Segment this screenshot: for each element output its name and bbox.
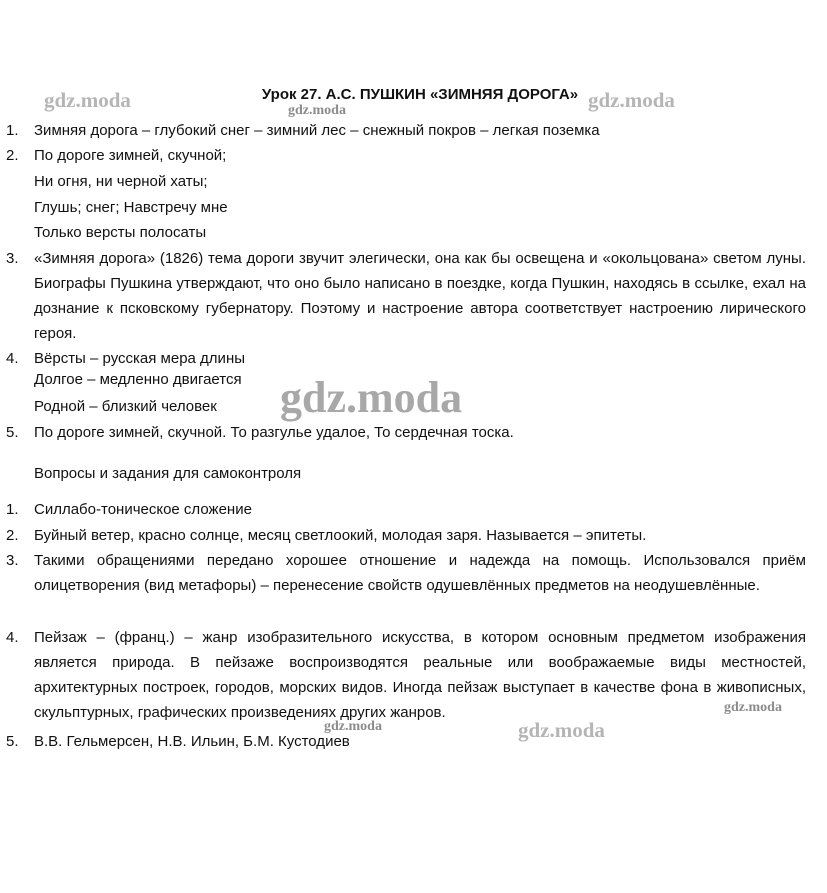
watermark: gdz.moda (44, 88, 131, 112)
item-number: 2. (6, 147, 19, 164)
item-number: 1. (6, 122, 19, 139)
poem-line: Глушь; снег; Навстречу мне (34, 199, 228, 216)
definition-line: Вёрсты – русская мера длины (34, 350, 246, 367)
watermark: gdz.moda (280, 373, 463, 422)
answer-5-text: В.В. Гельмерсен, Н.В. Ильин, Б.М. Кустодиев (34, 733, 350, 750)
answer-1-text: Силлабо-тоническое сложение (34, 501, 252, 518)
watermark: gdz.moda (518, 718, 605, 742)
item-number: 3. (6, 552, 19, 569)
item-1-text: Зимняя дорога – глубокий снег – зимний лес – снежный покров – легкая поземка (34, 122, 600, 139)
section-subheading: Вопросы и задания для самоконтроля (34, 465, 302, 482)
definition-line: Долгое – медленно двигается (34, 371, 242, 388)
poem-line: Только версты полосаты (34, 224, 207, 241)
item-number: 4. (6, 629, 19, 646)
definition-line: Родной – близкий человек (34, 398, 217, 415)
watermark: gdz.moda (588, 88, 675, 112)
watermark: gdz.moda (288, 103, 346, 118)
answer-2-text: Буйный ветер, красно солнце, месяц светлоокий, молодая заря. Называется – эпитеты. (34, 527, 647, 544)
poem-line: По дороге зимней, скучной; (34, 147, 227, 164)
answer-3-paragraph: Такими обращениями передано хорошее отношение и надежда на помощь. Использовался приём олицетворения (вид метафоры) – перенесение свойств одушевлённых предметов на неодушевлённые. (34, 552, 806, 594)
item-number: 4. (6, 350, 19, 367)
item-number: 2. (6, 527, 19, 544)
item-number: 3. (6, 250, 19, 267)
watermark: gdz.moda (324, 719, 382, 734)
watermark: gdz.moda (724, 700, 782, 715)
item-number: 5. (6, 424, 19, 441)
item-3-paragraph: «Зимняя дорога» (1826) тема дороги звучит элегически, она как бы освещена и «окольцована» светом луны. Биографы Пушкина утверждают, что оно было написано в поездке, когда Пушкин, находясь в ссылке, ехал на дознание к псковскому губернатору. Поэтому и настроение автора соответствует настроению лирического героя. (34, 250, 806, 342)
answer-4-paragraph: Пейзаж – (франц.) – жанр изобразительного искусства, в котором основным предметом изображения является природа. В пейзаже воспроизводятся реальные или воображаемые виды местностей, архитектурных построек, городов, морских видов. Иногда пейзаж выступает в качестве фона в живописных, скульптурных, графических произведениях других жанров. (34, 629, 806, 721)
item-number: 1. (6, 501, 19, 518)
poem-line: Ни огня, ни черной хаты; (34, 173, 208, 190)
page-title: Урок 27. А.С. ПУШКИН «ЗИМНЯЯ ДОРОГА» (261, 86, 579, 103)
item-5-text: По дороге зимней, скучной. То разгулье удалое, То сердечная тоска. (34, 424, 514, 441)
item-number: 5. (6, 733, 19, 750)
